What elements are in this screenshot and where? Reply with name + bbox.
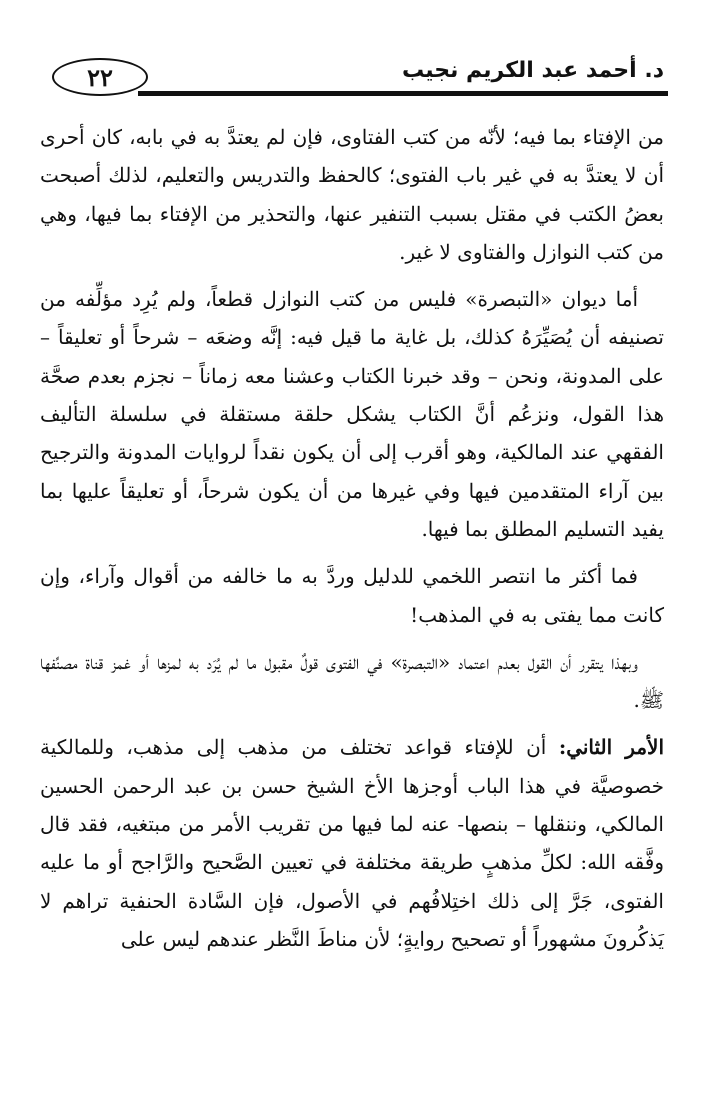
header-rule	[138, 91, 668, 96]
paragraph-1: من الإفتاء بما فيه؛ لأنّه من كتب الفتاوى، فإن لم يعتدَّ به في بابه، كان أحرى أن لا يعتدَّ به في غير باب الفتوى؛ كالحفظ والتدريس والتعليم، لذلك أصبحت بعضُ الكتب في مقتل بسبب التنفير عنها، والتحذير من الإفتاء بما فيها، وهي من كتب النوازل والفتاوى لا غير.	[40, 125, 664, 264]
page-header	[38, 52, 668, 100]
paragraph-4: وبهذا يتقرر أن القول بعدم اعتماد «التبصرة» في الفتوى قولٌ مقبول ما لم يُرَد به لمزها أو غمز قناة مصنِّفها ﷺ.	[40, 649, 664, 713]
paragraph-5	[40, 728, 664, 958]
paragraph-5-text: أن للإفتاء قواعد تختلف من مذهب إلى مذهب، وللمالكية خصوصيَّة في هذا الباب أوجزها الأخ الشيخ حسن بن عبد الرحمن الحسين المالكي، وننقلها – بنصها- عنه لما فيها من تقريب الأمر من مبتغيه، فقد قال وفَّقه الله: لكلِّ مذهبٍ طريقة مختلفة في تعيين الصَّحيح والرَّاجح أو ما عليه الفتوى، جَرَّ إلى ذلك اختِلافُهم في الأصول، فإن السَّادة الحنفية تراهم لا يَذكُرونَ مشهوراً أو تصحيح روايةٍ؛ لأن مناطَ النَّظر عندهم ليس على	[40, 735, 664, 951]
paragraph-2: أما ديوان «التبصرة» فليس من كتب النوازل قطعاً، ولم يُرِد مؤلِّفه من تصنيفه أن يُصَيِّرَهُ كذلك، بل غاية ما قيل فيه: إنَّه وضعَه – شرحاً أو تعليقاً – على المدونة، ونحن – وقد خبرنا الكتاب وعشنا معه زماناً – نجزم بعدم صحَّة هذا القول، ونزعُم أنَّ الكتاب يشكل حلقة مستقلة في سلسلة التأليف الفقهي عند المالكية، وهو أقرب إلى أن يكون نقداً لروايات المدونة والترجيح بين آراء المتقدمين فيها وفي غيرها من أن يكون شرحاً، أو تعليقاً عليها بما يفيد التسليم المطلق بما فيها.	[40, 287, 664, 541]
page-body	[40, 118, 664, 958]
paragraph-3: فما أكثر ما انتصر اللخمي للدليل وردَّ به ما خالفه من أقوال وآراء، وإن كانت مما يفتى به في المذهب!	[40, 564, 664, 627]
paragraph-5-lead: الأمر الثاني:	[558, 735, 665, 760]
author-name: د. أحمد عبد الكريم نجيب	[401, 58, 664, 83]
page-number: ٢٢	[52, 58, 148, 96]
